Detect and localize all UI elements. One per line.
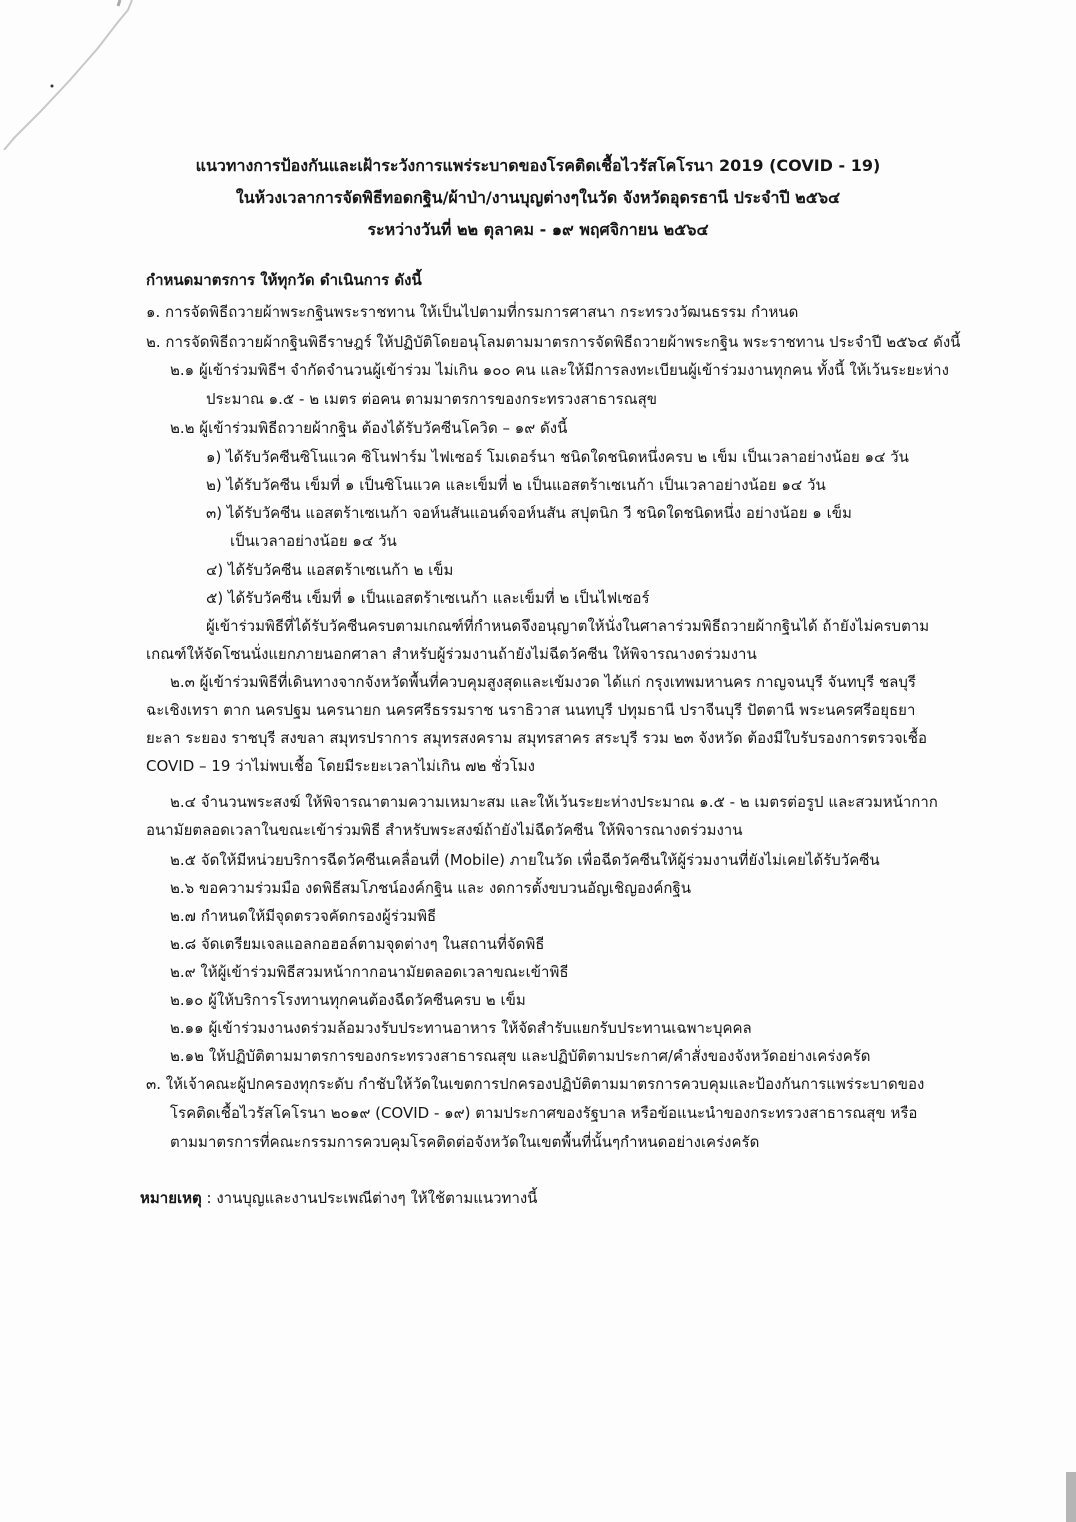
item-2-1: ๒.๑ ผู้เข้าร่วมพิธีฯ จำกัดจำนวนผู้เข้าร่วม ไม่เกิน ๑๐๐ คน และให้มีการลงทะเบียนผู้เข้าร่วมงานทุกคน ทั้งนี้ ให้เว้นระยะห่าง <box>170 361 949 379</box>
item-2-11: ๒.๑๑ ผู้เข้าร่วมงานงดร่วมล้อมวงรับประทานอาหาร ให้จัดสำรับแยกรับประทานเฉพาะบุคคล <box>170 1019 752 1037</box>
title-line-3: ระหว่างวันที่ ๒๒ ตุลาคม - ๑๙ พฤศจิกายน ๒๕๖๔ <box>367 220 709 239</box>
paragraph-seating-cont: เกณฑ์ให้จัดโซนนั่งแยกภายนอกศาลา สำหรับผู้ร่วมงานถ้ายังไม่ฉีดวัคซีน ให้พิจารณางดร่วมงาน <box>146 645 757 663</box>
item-2-9: ๒.๙ ให้ผู้เข้าร่วมพิธีสวมหน้ากากอนามัยตลอดเวลาขณะเข้าพิธี <box>170 963 569 981</box>
paragraph-seating: ผู้เข้าร่วมพิธีที่ได้รับวัคซีนครบตามเกณฑ์ที่กำหนดจึงอนุญาตให้นั่งในศาลาร่วมพิธีถวายผ้ากฐินได้ ถ้ายังไม่ครบตาม <box>206 617 930 635</box>
item-2-3-cont-2: ยะลา ระยอง ราชบุรี สงขลา สมุทรปราการ สมุทรสงคราม สมุทรสาคร สระบุรี รวม ๒๓ จังหวัด ต้องมีใบรับรองการตรวจเชื้อ <box>146 729 927 747</box>
footnote <box>140 1188 537 1208</box>
item-2-12: ๒.๑๒ ให้ปฏิบัติตามมาตรการของกระทรวงสาธารณสุข และปฏิบัติตามประกาศ/คำสั่งของจังหวัดอย่างเคร่งครัด <box>170 1047 871 1065</box>
document-title <box>130 150 946 246</box>
item-2-6: ๒.๖ ขอความร่วมมือ งดพิธีสมโภชน์องค์กฐิน และ งดการตั้งขบวนอัญเชิญองค์กฐิน <box>170 879 691 897</box>
title-line-2: ในห้วงเวลาการจัดพิธีทอดกฐิน/ผ้าป่า/งานบุญต่างๆในวัด จังหวัดอุดรธานี ประจำปี ๒๕๖๔ <box>235 188 841 207</box>
footnote-text: : งานบุญและงานประเพณีต่างๆ ให้ใช้ตามแนวทางนี้ <box>201 1189 538 1207</box>
item-2-3-cont-3: COVID – 19 ว่าไม่พบเชื้อ โดยมีระยะเวลาไม่เกิน ๗๒ ชั่วโมง <box>146 757 535 775</box>
item-2-8: ๒.๘ จัดเตรียมเจลแอลกอฮอล์ตามจุดต่างๆ ในสถานที่จัดพิธี <box>170 935 545 953</box>
scan-artifact-mark <box>0 0 140 150</box>
item-2-4: ๒.๔ จำนวนพระสงฆ์ ให้พิจารณาตามความเหมาะสม และให้เว้นระยะห่างประมาณ ๑.๕ - ๒ เมตรต่อรูป และสวมหน้ากาก <box>170 793 938 811</box>
item-2-2: ๒.๒ ผู้เข้าร่วมพิธีถวายผ้ากฐิน ต้องได้รับวัคซีนโควิด – ๑๙ ดังนี้ <box>170 419 568 437</box>
vaccine-option-3-cont: เป็นเวลาอย่างน้อย ๑๔ วัน <box>230 532 397 550</box>
footnote-label: หมายเหตุ <box>140 1189 202 1207</box>
item-2-3: ๒.๓ ผู้เข้าร่วมพิธีที่เดินทางจากจังหวัดพื้นที่ควบคุมสูงสุดและเข้มงวด ได้แก่ กรุงเทพมหานคร กาญจนบุรี จันทบุรี ชลบุรี <box>170 673 916 691</box>
vaccine-option-3: ๓) ได้รับวัคซีน แอสตร้าเซเนก้า จอห์นสันแอนด์จอห์นสัน สปุตนิก วี ชนิดใดชนิดหนึ่ง อย่างน้อย ๑ เข็ม <box>206 504 852 522</box>
item-2-3-cont-1: ฉะเชิงเทรา ตาก นครปฐม นครนายก นครศรีธรรมราช นราธิวาส นนทบุรี ปทุมธานี ปราจีนบุรี ปัตตานี พระนครศรีอยุธยา <box>146 701 916 719</box>
item-2-7: ๒.๗ กำหนดให้มีจุดตรวจคัดกรองผู้ร่วมพิธี <box>170 907 437 925</box>
vaccine-option-4: ๔) ได้รับวัคซีน แอสตร้าเซเนก้า ๒ เข็ม <box>206 561 454 579</box>
item-3-cont-1: โรคติดเชื้อไวรัสโคโรนา ๒๐๑๙ (COVID - ๑๙) ตามประกาศของรัฐบาล หรือข้อแนะนำของกระทรวงสาธารณสุข หรือ <box>170 1104 918 1122</box>
vaccine-option-2: ๒) ได้รับวัคซีน เข็มที่ ๑ เป็นซิโนแวค และเข็มที่ ๒ เป็นแอสตร้าเซเนก้า เป็นเวลาอย่างน้อย ๑๔ วัน <box>206 476 826 494</box>
item-2-5: ๒.๕ จัดให้มีหน่วยบริการฉีดวัคซีนเคลื่อนที่ (Mobile) ภายในวัด เพื่อฉีดวัคซีนให้ผู้ร่วมงานที่ยังไม่เคยได้รับวัคซีน <box>170 851 880 869</box>
item-3: ๓. ให้เจ้าคณะผู้ปกครองทุกระดับ กำชับให้วัดในเขตการปกครองปฏิบัติตามมาตรการควบคุมและป้องกันการแพร่ระบาดของ <box>146 1075 925 1093</box>
item-1: ๑. การจัดพิธีถวายผ้าพระกฐินพระราชทาน ให้เป็นไปตามที่กรมการศาสนา กระทรวงวัฒนธรรม กำหนด <box>146 303 799 321</box>
title-line-1: แนวทางการป้องกันและเฝ้าระวังการแพร่ระบาดของโรคติดเชื้อไวรัสโคโรนา 2019 (COVID - 19) <box>195 156 881 175</box>
scan-artifact-edge <box>1056 1472 1076 1522</box>
item-2-10: ๒.๑๐ ผู้ให้บริการโรงทานทุกคนต้องฉีดวัคซีนครบ ๒ เข็ม <box>170 991 526 1009</box>
item-3-cont-2: ตามมาตรการที่คณะกรรมการควบคุมโรคติดต่อจังหวัดในเขตพื้นที่นั้นๆกำหนดอย่างเคร่งครัด <box>170 1133 760 1151</box>
vaccine-option-5: ๕) ได้รับวัคซีน เข็มที่ ๑ เป็นแอสตร้าเซเนก้า และเข็มที่ ๒ เป็นไฟเซอร์ <box>206 589 650 607</box>
section-heading: กำหนดมาตรการ ให้ทุกวัด ดำเนินการ ดังนี้ <box>146 271 422 289</box>
item-2-4-cont: อนามัยตลอดเวลาในขณะเข้าร่วมพิธี สำหรับพระสงฆ์ถ้ายังไม่ฉีดวัคซีน ให้พิจารณางดร่วมงาน <box>146 821 743 839</box>
item-2-1-cont: ประมาณ ๑.๕ - ๒ เมตร ต่อคน ตามมาตรการของกระทรวงสาธารณสุข <box>206 390 657 408</box>
vaccine-option-1: ๑) ได้รับวัคซีนซิโนแวค ซิโนฟาร์ม ไฟเซอร์ โมเดอร์นา ชนิดใดชนิดหนึ่งครบ ๒ เข็ม เป็นเวลาอย่างน้อย ๑๔ วัน <box>206 448 909 466</box>
item-2: ๒. การจัดพิธีถวายผ้ากฐินพิธีราษฎร์ ให้ปฏิบัติโดยอนุโลมตามมาตรการจัดพิธีถวายผ้าพระกฐิน พระราชทาน ประจำปี ๒๕๖๔ ดังนี้ <box>146 333 961 351</box>
